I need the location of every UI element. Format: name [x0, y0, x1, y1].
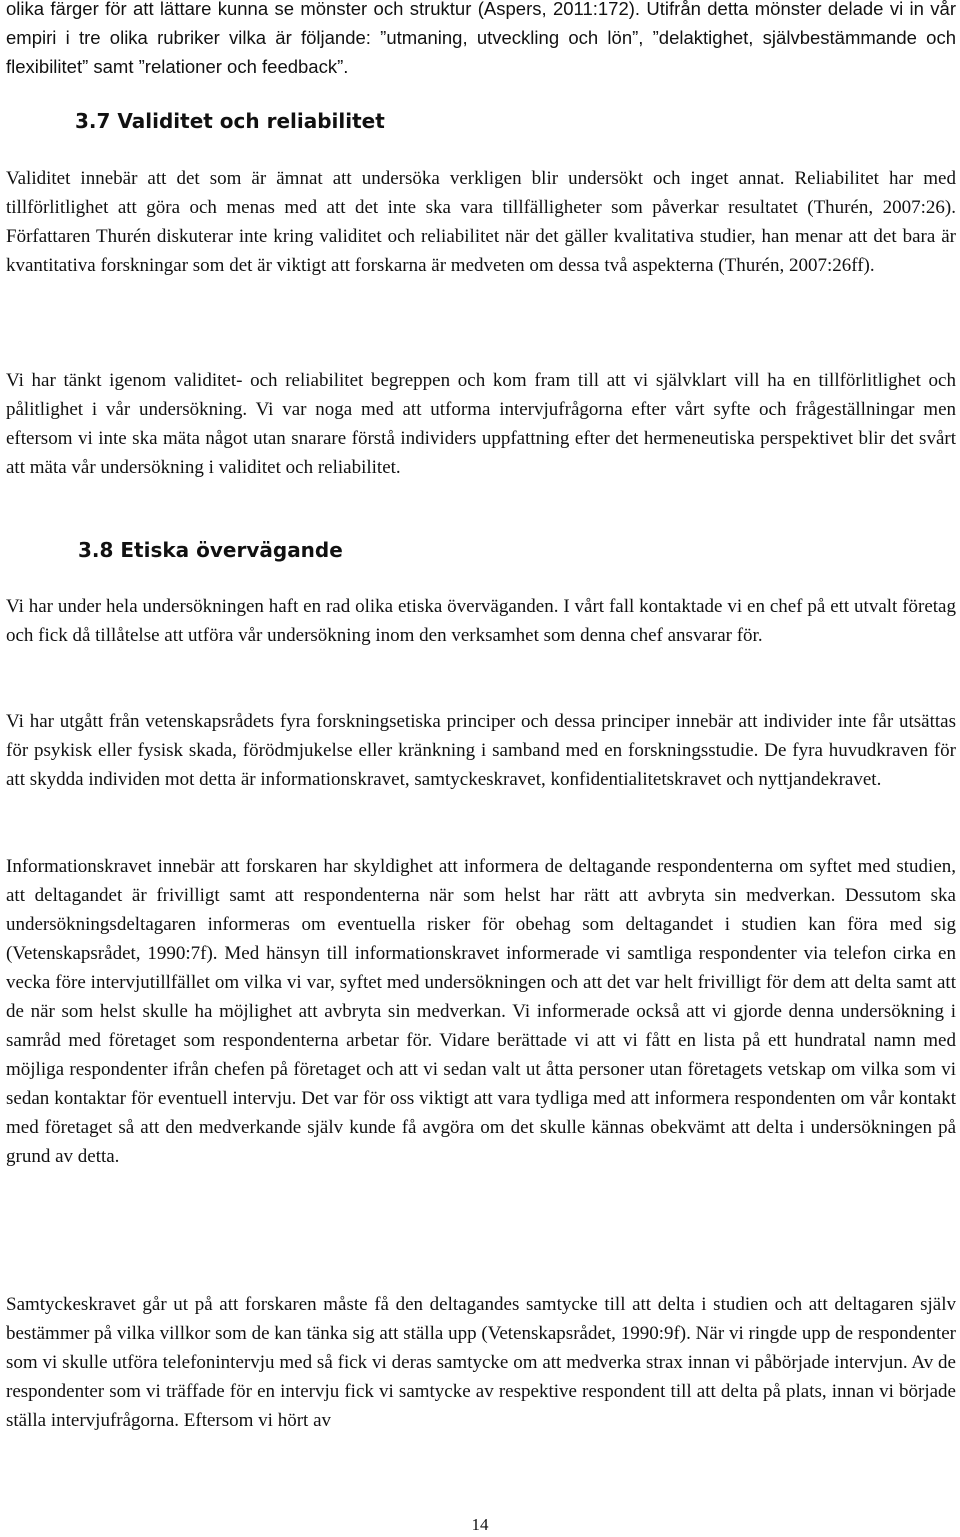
- paragraph-consent-requirement: Samtyckeskravet går ut på att forskaren måste få den deltagandes samtycke till att delta i studien och att deltagaren själv bestämmer på vilka villkor som de kan tänka sig att ställa upp (Vetenskapsrådet, 1990:9f). När vi ringde upp de respondenter som vi skulle utföra telefonintervju med så fick vi deras samtycke om att medverka strax innan vi påbörjade intervjun. Av de respondenter som vi träffade för en intervju fick vi samtycke av respektive respondent till att delta på plats, innan vi började ställa intervjufrågorna. Eftersom vi hört av: [6, 1294, 956, 1431]
- paragraph-ethics-principles: Vi har utgått från vetenskapsrådets fyra forskningsetiska principer och dessa principer innebär att individer inte får utsättas för psykisk eller fysisk skada, förödmjukelse eller kränkning i samband med en forskningsstudie. De fyra huvudkraven för att skydda individen mot detta är informationskravet, samtyckeskravet, konfidentialitetskravet och nyttjandekravet.: [6, 711, 956, 790]
- paragraph-validity-reflection: Vi har tänkt igenom validitet- och reliabilitet begreppen och kom fram till att vi självklart vill ha en tillförlitlighet och pålitlighet i vår undersökning. Vi var noga med att utforma intervjufrågorna efter vårt syfte och frågeställningar men eftersom vi inte ska mäta något utan snarare förstå individers uppfattning efter det hermeneutiska perspektivet blir det svårt att mäta vår undersökning i validitet och reliabilitet.: [6, 370, 956, 478]
- intro-paragraph: olika färger för att lättare kunna se mönster och struktur (Aspers, 2011:172). Utifrån detta mönster delade vi in vår empiri i tre olika rubriker vilka är följande: ”utmaning, utveckling och lön”, ”delaktighet, självbestämmande och flexibilitet” samt ”relationer och feedback”.: [6, 0, 956, 77]
- section-heading-3-7: 3.7 Validitet och reliabilitet: [75, 109, 385, 133]
- page-number: 14: [471, 1515, 489, 1534]
- paragraph-validity-definition: Validitet innebär att det som är ämnat att undersöka verkligen blir undersökt och inget annat. Reliabilitet har med tillförlitlighet att göra och menas med att det inte ska vara tillfälligheter som påverkar resultatet (Thurén, 2007:26). Författaren Thurén diskuterar inte kring validitet och reliabilitet när det gäller kvalitativa studier, han menar att det bara är kvantitativa forskningar som det är viktigt att forskarna är medveten om dessa två aspekterna (Thurén, 2007:26ff).: [6, 168, 956, 276]
- paragraph-information-requirement: Informationskravet innebär att forskaren har skyldighet att informera de deltagande respondenterna om syftet med studien, att deltagandet är frivilligt samt att respondenterna när som helst har rätt att avbryta sin medverkan. Dessutom ska undersökningsdeltagaren informeras om eventuella risker för obehag som deltagandet i studien kan föra med sig (Vetenskapsrådet, 1990:7f). Med hänsyn till informationskravet informerade vi samtliga respondenter via telefon cirka en vecka före intervjutillfället om vilka vi var, syftet med undersökningen och att det var helt frivilligt för dem att delta samt att de när som helst skulle ha möjlighet att avbryta sin medverkan. Vi informerade också att vi gjorde denna undersökning i samråd med företaget som respondenterna arbetar för. Vidare berättade vi att vi fått en lista på ett hundratal namn med möjliga respondenter ifrån chefen på företaget och att vi sedan valt ut åtta personer utan företagets vetskap om vilka som vi sedan kontaktar för eventuell intervju. Det var för oss viktigt att vara tydliga med att informera respondenten om vår kontakt med företaget så att den medverkande själv kunde få avgöra om det skulle kännas obekvämt att delta i undersökningen på grund av detta.: [6, 856, 956, 1167]
- section-heading-3-8: 3.8 Etiska övervägande: [78, 538, 343, 562]
- paragraph-ethics-intro: Vi har under hela undersökningen haft en rad olika etiska överväganden. I vårt fall kontaktade vi en chef på ett utvalt företag och fick då tillåtelse att utföra vår undersökning inom den verksamhet som denna chef ansvarar för.: [6, 596, 956, 646]
